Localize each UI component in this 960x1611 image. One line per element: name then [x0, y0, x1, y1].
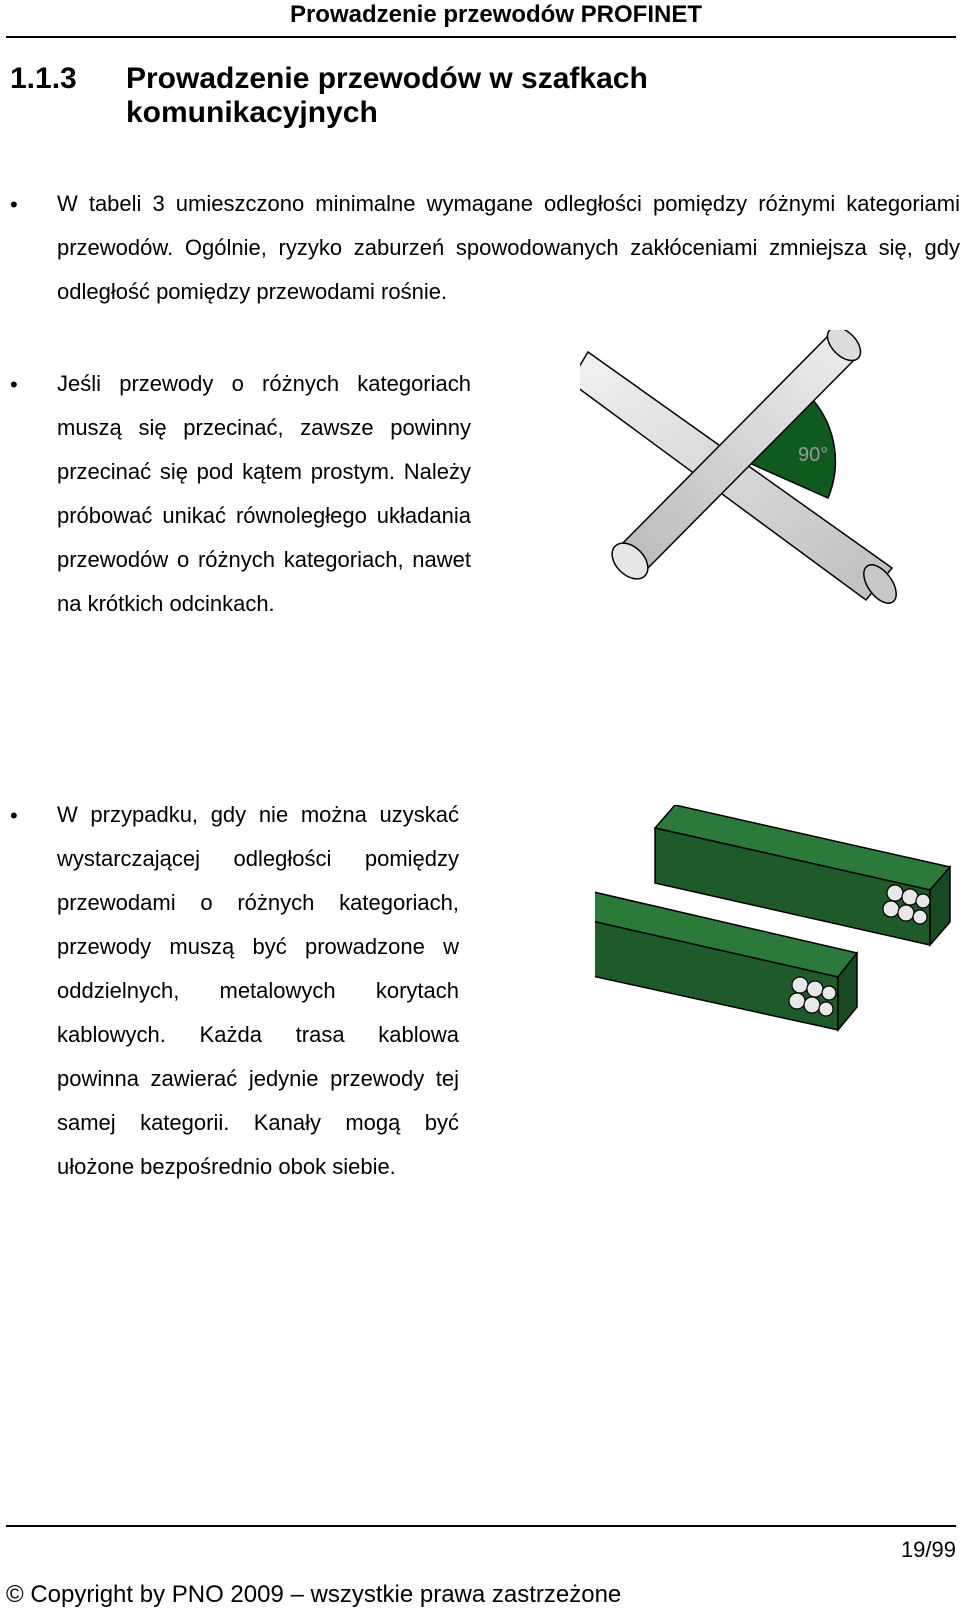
paragraph-crossing: Jeśli przewody o różnych kategoriach muszą się przecinać, zawsze powinny przecinać się pod kątem prostym. Należy próbować unikać równoległego układania przewodów o różnych kategoriach, nawet na krótkich odcinkach.	[57, 371, 471, 616]
paragraph-distances: W tabeli 3 umieszczono minimalne wymagane odległości pomiędzy różnymi kategoriami przewodów. Ogólnie, ryzyko zaburzeń spowodowanych zakłóceniami zmniejsza się, gdy odległość pomiędzy przewodami rośnie.	[57, 191, 960, 304]
bullet-marker: •	[10, 803, 18, 828]
bullet-marker: •	[10, 372, 18, 397]
section-title: Prowadzenie przewodów w szafkach komunikacyjnych	[126, 62, 648, 129]
copyright-notice: © Copyright by PNO 2009 – wszystkie prawa zastrzeżone	[6, 1581, 622, 1608]
bullet-marker: •	[10, 192, 18, 217]
header-rule	[6, 36, 956, 38]
paragraph-trays: W przypadku, gdy nie można uzyskać wystarczającej odległości pomiędzy przewodami o różnych kategoriach, przewody muszą być prowadzone w oddzielnych, metalowych korytach kablowych. Każda trasa kablowa powinna zawierać jedynie przewody tej samej kategorii. Kanały mogą być ułożone bezpośrednio obok siebie.	[57, 802, 459, 1179]
cable-trays-figure	[595, 805, 960, 1065]
crossing-cables-figure	[580, 330, 910, 620]
running-header: Prowadzenie przewodów PROFINET	[289, 1, 702, 28]
page-number: 19/99	[900, 1537, 956, 1562]
section-number: 1.1.3	[10, 62, 77, 95]
angle-label: 90°	[798, 444, 829, 466]
footer-rule	[6, 1525, 956, 1527]
